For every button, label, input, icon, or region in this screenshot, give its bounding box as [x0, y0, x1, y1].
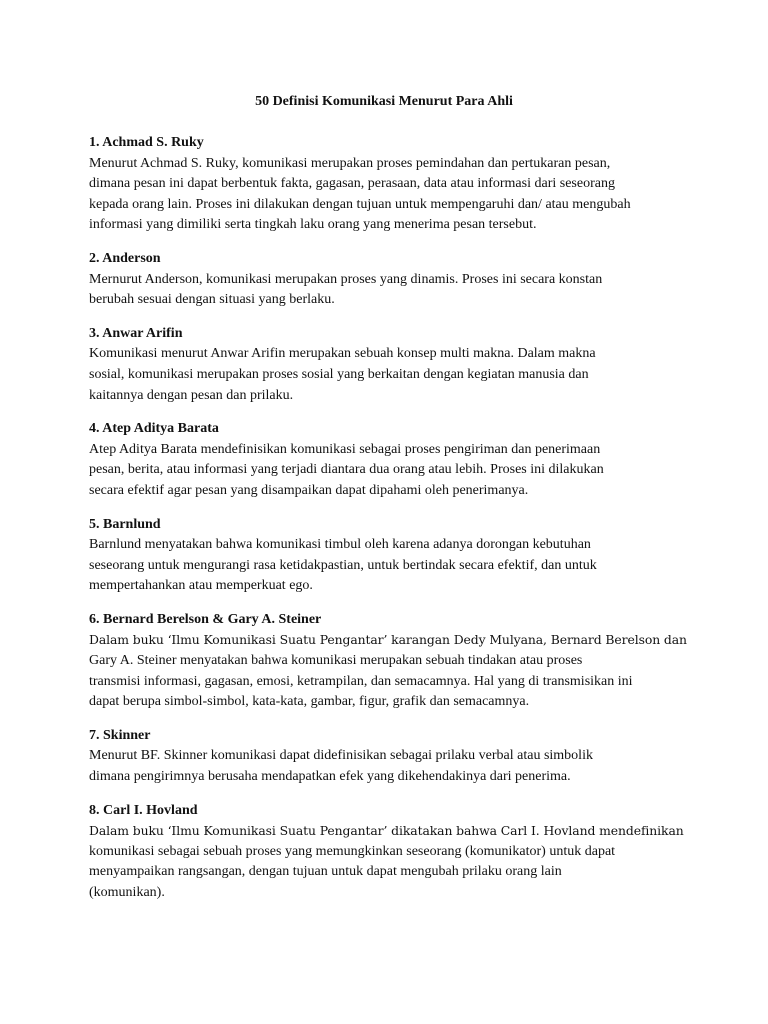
definition-section-4: [89, 419, 689, 501]
section-body: [89, 344, 689, 406]
definition-section-6: [89, 610, 689, 713]
definition-section-1: [89, 133, 689, 236]
definition-section-3: [89, 324, 689, 406]
body-line: dimana pengirimnya berusaha mendapatkan efek yang dikehendakinya dari penerima.: [89, 769, 571, 785]
body-line: dimana pesan ini dapat berbentuk fakta, gagasan, perasaan, data atau informasi dari seseorang: [89, 176, 615, 192]
definition-section-7: [89, 726, 689, 788]
section-heading: 2. Anderson: [89, 250, 161, 266]
body-line: pesan, berita, atau informasi yang terjadi diantara dua orang atau lebih. Proses ini dilakukan: [89, 462, 604, 478]
body-line: Gary A. Steiner menyatakan bahwa komunikasi merupakan sebuah tindakan atau proses: [89, 653, 583, 669]
body-line: Dalam buku ‘Ilmu Komunikasi Suatu Pengantar’ dikatakan bahwa Carl I. Hovland mendefinikan: [89, 823, 684, 839]
body-line: secara efektif agar pesan yang disampaikan dapat dipahami oleh penerimanya.: [89, 482, 529, 498]
definition-section-8: [89, 801, 689, 904]
section-body: [89, 746, 689, 787]
section-body: [89, 630, 689, 712]
section-body: [89, 270, 689, 311]
body-line: dapat berupa simbol-simbol, kata-kata, gambar, figur, grafik dan semacamnya.: [89, 694, 530, 710]
section-body: [89, 821, 689, 903]
section-heading: 3. Anwar Arifin: [89, 325, 183, 341]
definition-section-2: [89, 249, 689, 311]
body-line: informasi yang dimiliki serta tingkah laku orang yang menerima pesan tersebut.: [89, 217, 537, 233]
document-title: 50 Definisi Komunikasi Menurut Para Ahli: [255, 94, 513, 109]
section-body: [89, 440, 689, 502]
section-heading: 5. Barnlund: [89, 516, 161, 532]
body-line: Barnlund menyatakan bahwa komunikasi timbul oleh karena adanya dorongan kebutuhan: [89, 537, 591, 553]
body-line: Mernurut Anderson, komunikasi merupakan proses yang dinamis. Proses ini secara konstan: [89, 271, 603, 287]
body-line: berubah sesuai dengan situasi yang berlaku.: [89, 292, 335, 308]
body-line: kepada orang lain. Proses ini dilakukan dengan tujuan untuk mempengaruhi dan/ atau mengubah: [89, 196, 631, 212]
body-line: Dalam buku ‘Ilmu Komunikasi Suatu Pengantar’ karangan Dedy Mulyana, Bernard Berelson dan: [89, 632, 687, 648]
body-line: transmisi informasi, gagasan, emosi, ketrampilan, dan semacamnya. Hal yang di transmisikan ini: [89, 673, 633, 689]
section-body: [89, 535, 689, 597]
section-heading: 4. Atep Aditya Barata: [89, 421, 219, 437]
section-heading: 6. Bernard Berelson & Gary A. Steiner: [89, 611, 322, 627]
body-line: Komunikasi menurut Anwar Arifin merupakan sebuah konsep multi makna. Dalam makna: [89, 346, 596, 362]
body-line: menyampaikan rangsangan, dengan tujuan untuk dapat mengubah prilaku orang lain: [89, 864, 562, 880]
body-line: komunikasi sebagai sebuah proses yang memungkinkan seseorang (komunikator) untuk dapat: [89, 843, 616, 859]
section-heading: 8. Carl I. Hovland: [89, 802, 198, 818]
definitions-list: [89, 133, 689, 917]
definition-section-5: [89, 515, 689, 597]
body-line: sosial, komunikasi merupakan proses sosial yang berkaitan dengan kegiatan manusia dan: [89, 366, 589, 382]
body-line: Menurut BF. Skinner komunikasi dapat didefinisikan sebagai prilaku verbal atau simbolik: [89, 748, 593, 764]
section-heading: 1. Achmad S. Ruky: [89, 135, 204, 150]
body-line: mempertahankan atau memperkuat ego.: [89, 578, 313, 594]
section-body: [89, 154, 689, 236]
body-line: Menurut Achmad S. Ruky, komunikasi merupakan proses pemindahan dan pertukaran pesan,: [89, 155, 611, 171]
body-line: kaitannya dengan pesan dan prilaku.: [89, 387, 294, 403]
body-line: (komunikan).: [89, 885, 165, 900]
section-heading: 7. Skinner: [89, 727, 151, 743]
body-line: Atep Aditya Barata mendefinisikan komunikasi sebagai proses pengiriman dan penerimaan: [89, 441, 601, 457]
body-line: seseorang untuk mengurangi rasa ketidakpastian, untuk bertindak secara efektif, dan untuk: [89, 557, 597, 573]
